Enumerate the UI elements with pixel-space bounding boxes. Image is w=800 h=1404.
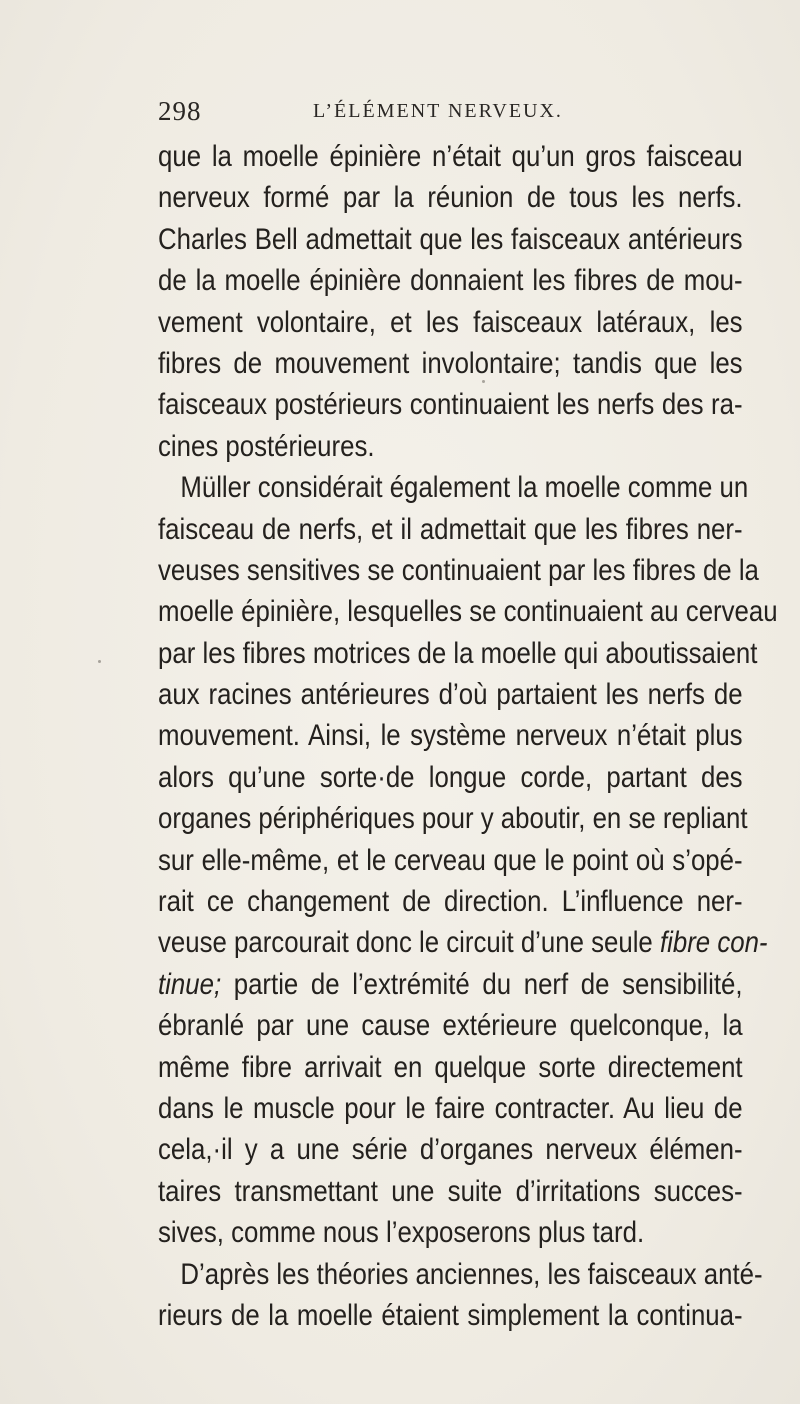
text-line: Müller considérait également la moelle comme un (180, 471, 749, 505)
body-text (158, 136, 778, 1336)
text-line: sives, comme nous l’exposerons plus tard. (158, 1216, 645, 1250)
text-line: de la moelle épinière donnaient les fibres de mou- (158, 264, 743, 298)
text-line: dans le muscle pour le faire contracter. Au lieu de (158, 1091, 743, 1125)
text-line: même fibre arrivait en quelque sorte directement (158, 1050, 743, 1084)
text-segment: partie de l’extrémité du nerf de sensibilité, (221, 967, 743, 1001)
paper-speck (98, 660, 101, 663)
text-line: par les fibres motrices de la moelle qui aboutissaient (158, 636, 758, 670)
text-line: que la moelle épinière n’était qu’un gros faisceau (158, 140, 743, 173)
text-line: Charles Bell admettait que les faisceaux antérieurs (158, 222, 743, 256)
text-line: fibres de mouvement involontaire; tandis que les (158, 346, 743, 380)
page-header (158, 96, 728, 136)
italic-text-segment: tinue; (158, 967, 222, 1001)
text-line: sur elle-même, et le cerveau que le point où s’opé- (158, 843, 743, 877)
text-line (158, 922, 768, 963)
text-line: cines postérieures. (158, 429, 375, 463)
text-line: aux racines antérieures d’où partaient les nerfs de (158, 678, 743, 712)
paper-speck (482, 380, 485, 383)
text-line: mouvement. Ainsi, le système nerveux n’était plus (158, 719, 743, 753)
text-line: cela,·il y a une série d’organes nerveux élémen- (158, 1133, 743, 1167)
text-line: alors qu’une sorte·de longue corde, partant des (158, 760, 743, 794)
text-line: veuses sensitives se continuaient par les fibres de la (158, 553, 759, 587)
text-line: taires transmettant une suite d’irritations succes- (158, 1174, 743, 1208)
text-line (158, 964, 743, 1005)
running-title: L’ÉLÉMENT NERVEUX. (313, 100, 563, 122)
italic-text-segment: fibre con- (659, 926, 768, 960)
text-line: ébranlé par une cause extérieure quelconque, la (158, 1009, 743, 1043)
page-number: 298 (158, 96, 202, 126)
text-line: D’après les théories anciennes, les faisceaux anté- (180, 1257, 763, 1291)
text-line: nerveux formé par la réunion de tous les nerfs. (158, 181, 743, 215)
text-segment: veuse parcourait donc le circuit d’une seule (158, 926, 660, 960)
text-line: rieurs de la moelle étaient simplement la continua- (158, 1298, 743, 1332)
text-line: faisceau de nerfs, et il admettait que les fibres ner- (158, 512, 743, 546)
text-line: vement volontaire, et les faisceaux latéraux, les (158, 305, 743, 339)
text-line: moelle épinière, lesquelles se continuaient au cerveau (158, 595, 778, 629)
text-line: rait ce changement de direction. L’influence ner- (158, 885, 743, 919)
text-line: faisceaux postérieurs continuaient les nerfs des ra- (158, 388, 743, 422)
text-line: organes périphériques pour y aboutir, en se repliant (158, 802, 748, 836)
